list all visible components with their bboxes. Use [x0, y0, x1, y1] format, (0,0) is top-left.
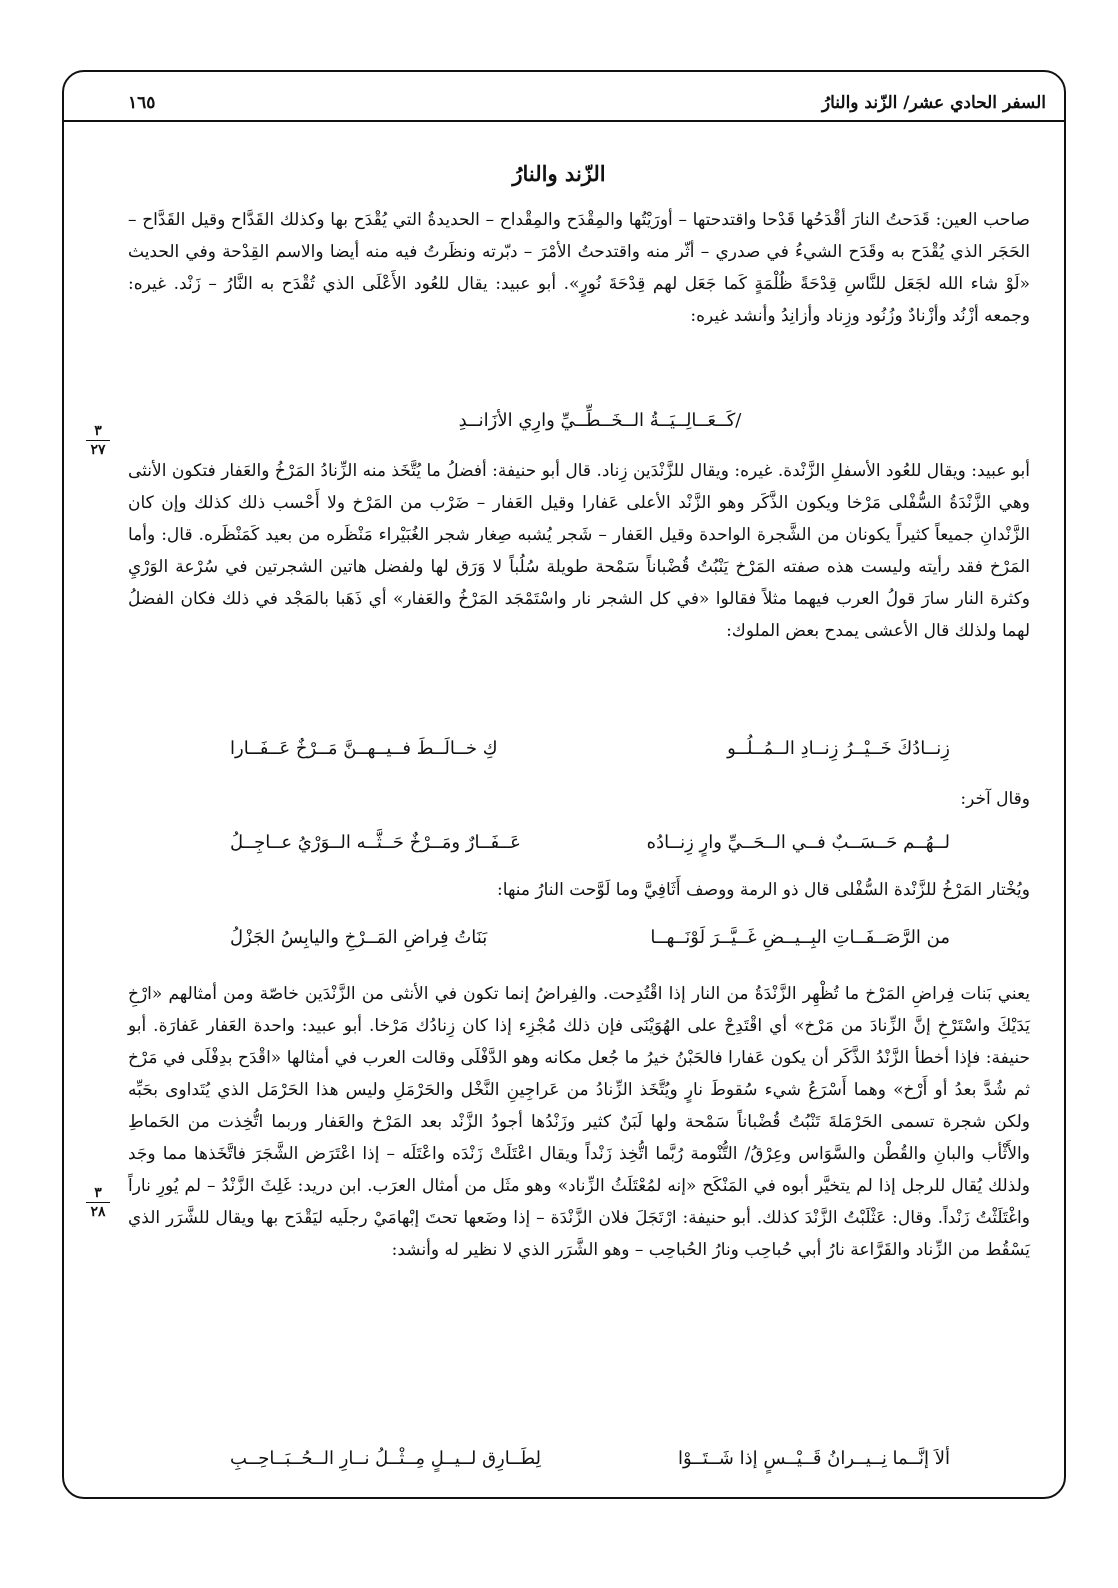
margin-ref-2-den: ٢٨	[90, 1204, 106, 1220]
paragraph-3: يعني بَنات فِراضِ المَرْخ ما تُظْهِر الزَّنْدَةُ من النار إذا اقْتُدِحت. والفِراضُ إنما تكون في الأنثى من الزَّنْدَين خاصّة ومن أمثالهم «ارْخِ يَدَيْكَ واسْتَرْخِ إنَّ الزِّنادَ من مَرْخ» أي اقْتَدِحْ على الهُوَيْنَى فإن ذلك مُجْزِء إذا كان زِنادُك مَرْخا. أبو عبيد: واحدة العَفار عَفارَة. أبو حنيفة: فإذا أخطأ الزَّنْدُ الذَّكَر أن يكون عَفارا فالحَبْنُ خيرُ ما جُعل مكانه وهو الدَّفْلَى وقالت العرب في أمثالها «اقْدَح بدِفْلَى في مَرْخ ثم شُدَّ بعدُ أو أَرْخ» وهما أَسْرَعُ شيء سُقوطَ نارٍ ويُتَّخَذ الزِّنادُ من عَراجِينِ النَّخْل والحَرْمَلِ وليس هذا الحَرْمَل الذي يُتَداوى بحَبِّه ولكن شجرة تسمى الحَرْمَلةَ تَنْبُتُ قُضْباناً سَمْحة ولها لَبَنٌ كثير وزَنْدُها أجودُ الزَّنْد بعد المَرْخ والعَفار وربما اتُّخِذت من الحَماطِ والأَثْأب والبانِ والقُطْن والسَّوَاس وعِرْقُ/ التُّنْومة رُبَّما اتُّخِذ زَنْداً ويقال اعْتَلَتْ زَنْدَه واعْتَلَه – إذا اعْتَرَض الشَّجَرَ فاتَّخَذها مما وجَد ولذلك يُقال للرجل إذا لم يتخيَّر أبوه في المَنْكَح «إنه لمُعْتَلَثُ الزِّناد» وهو مثَل من أمثال العرَب. ابن دريد: غَلِثَ الزَّنْدُ – لم يُورِ ناراً واغْتَلَثْتُ زَنْداً. وقال: عَثْلَبْتُ الزَّنْدَ كذلك. أبو حنيفة: ارْتَجَلَ فلان الزَّنْدَة – إذا وضَعها تحتَ إبْهامَيْ رجلَيه ليَقْدَح بها ويقال للشَّرَر الذي يَسْقُط من الزِّناد والقَرَّاعة نارُ أبي حُباحِب ونارُ الحُباحِب – وهو الشَّرَر الذي لا نظير له وأنشد:	[128, 984, 1030, 1260]
verse-5-second-hemistich: لِطَــارِق لــيــلٍ مِــثْــلُ نــارِ الــحُــبَــاحِــبِ	[230, 1448, 542, 1469]
verse-2-second-hemistich: كِ خــالَــطَ فــيــهــنَّ مَــرْخٌ عَــفَــارا	[230, 738, 498, 759]
margin-ref-1-bar	[86, 440, 110, 441]
verse-5	[230, 1448, 950, 1469]
margin-ref-2-bar	[86, 1202, 110, 1203]
verse-3	[230, 832, 950, 853]
page-number: ١٦٥	[128, 93, 156, 113]
verse-3-first-hemistich: لــهُــم حَــسَــبٌ فــي الــحَــيِّ وارٍ زِنــادُه	[646, 832, 950, 853]
line-wa-qal-akhar: وقال آخر:	[960, 789, 1030, 809]
margin-ref-1-num: ٣	[94, 423, 102, 439]
verse-5-first-hemistich: ألاَ إنَّــما نِــيــرانُ قَــيْــسٍ إذا شَــتَــوْا	[677, 1448, 950, 1469]
verse-3-second-hemistich: عَــفَــارٌ ومَــرْخٌ حَــثَّــه الــوَرْيُ عــاجِــلُ	[230, 832, 521, 853]
margin-ref-2-num: ٣	[94, 1185, 102, 1201]
paragraph-2: أبو عبيد: ويقال للعُود الأسفلِ الزَّنْدة. غيره: ويقال للزَّنْدَين زِناد. قال أبو حنيفة: أفضلُ ما يُتَّخَذ منه الزِّنادُ المَرْخُ والعَفار فتكون الأنثى وهي الزَّنْدَةُ السُّفْلى مَرْخا ويكون الذَّكَر وهو الزَّنْد الأعلى عَفارا وقيل العَفار – ضَرْب من المَرْخ ولا أَحْسب ذلك كذلك وإن كان الزَّنْدانِ جميعاً كثيراً يكونان من الشَّجرة الواحدة وقيل العَفار – شَجر يُشبه صِغار شجر الغُبَيْراء مَنْظَره من بعيد كَمَنْظَره. قال: وأما المَرْخ فقد رأيته وليست هذه صفته المَرْخ يَنْبُتُ قُضْباناً سَمْحة طويلة سُلُباً لا وَرَق لها ولفضل هاتين الشجرتين في سُرْعة الوَرْيِ وكثرة النار سارَ قولُ العرب فيهما مثلاً فقالوا «في كل الشجر نار واسْتَمْجَد المَرْخُ والعَفار» أي ذَهَبا بالمَجْد في ذلك فكان الفضلُ لهما ولذلك قال الأعشى يمدح بعض الملوك:	[128, 461, 1030, 641]
verse-2	[230, 738, 950, 759]
verse-1: /كَــعَــالِــيَــةُ الــخَــطِّــيِّ وارِي الأزَانــدِ	[458, 410, 742, 431]
running-title: السفر الحادي عشر/ الزّند والنارُ	[821, 93, 1046, 113]
paragraph-1: صاحب العين: قَدَحتُ النارَ أقْدَحُها قَدْحا واقتدحتها – أورَيْتُها والمِقْدَح والمِقْداح – الحديدةُ التي يُقْدَح بها وكذلك القَدَّاح وقيل القَدَّاح – الحَجَر الذي يُقْدَح به وقَدَح الشيءُ في صدري – أثّر منه واقتدحتُ الأمْرَ – دبّرته ونظَرتُ فيه منه أيضا والاسم القِدْحة وفي الحديث «لَوْ شاء الله لجَعَل للنَّاسِ قِدْحَةً ظُلْمَةٍ كَما جَعَل لهم قِدْحَةَ نُورٍ». أبو عبيد: يقال للعُود الأَعْلَى الذي تُقْدَح به النَّارُ – زَنْد. غيره: وجمعه أزْنُد وأزْنادٌ وزُنُود وزِناد وأزانِدُ وأنشد غيره:	[128, 210, 1030, 326]
header-rule	[62, 120, 1066, 122]
line-yukhtar: ويُخْتار المَرْخُ للزَّنْدة السُّفْلى قال ذو الرمة ووصف أَثَافِيَّ وما لَوَّحت النارُ منها:	[497, 880, 1030, 900]
verse-4	[230, 927, 950, 948]
verse-4-second-hemistich: بَنَاتُ فِراضِ المَــرْخِ واليابِسُ الجَزْلُ	[230, 927, 488, 948]
verse-4-first-hemistich: من الرَّصَــفَــاتِ البِــيــضِ غَــيَّــرَ لَوْنَــهــا	[650, 927, 950, 948]
margin-ref-1-den: ٢٧	[90, 442, 106, 458]
section-title: الزّند والنارُ	[512, 161, 606, 186]
margin-ref-1	[86, 424, 110, 457]
margin-ref-2	[86, 1186, 110, 1219]
verse-2-first-hemistich: زِنــادُكَ خَــيْــرُ زِنــادِ الــمُــلُــو	[727, 738, 950, 759]
